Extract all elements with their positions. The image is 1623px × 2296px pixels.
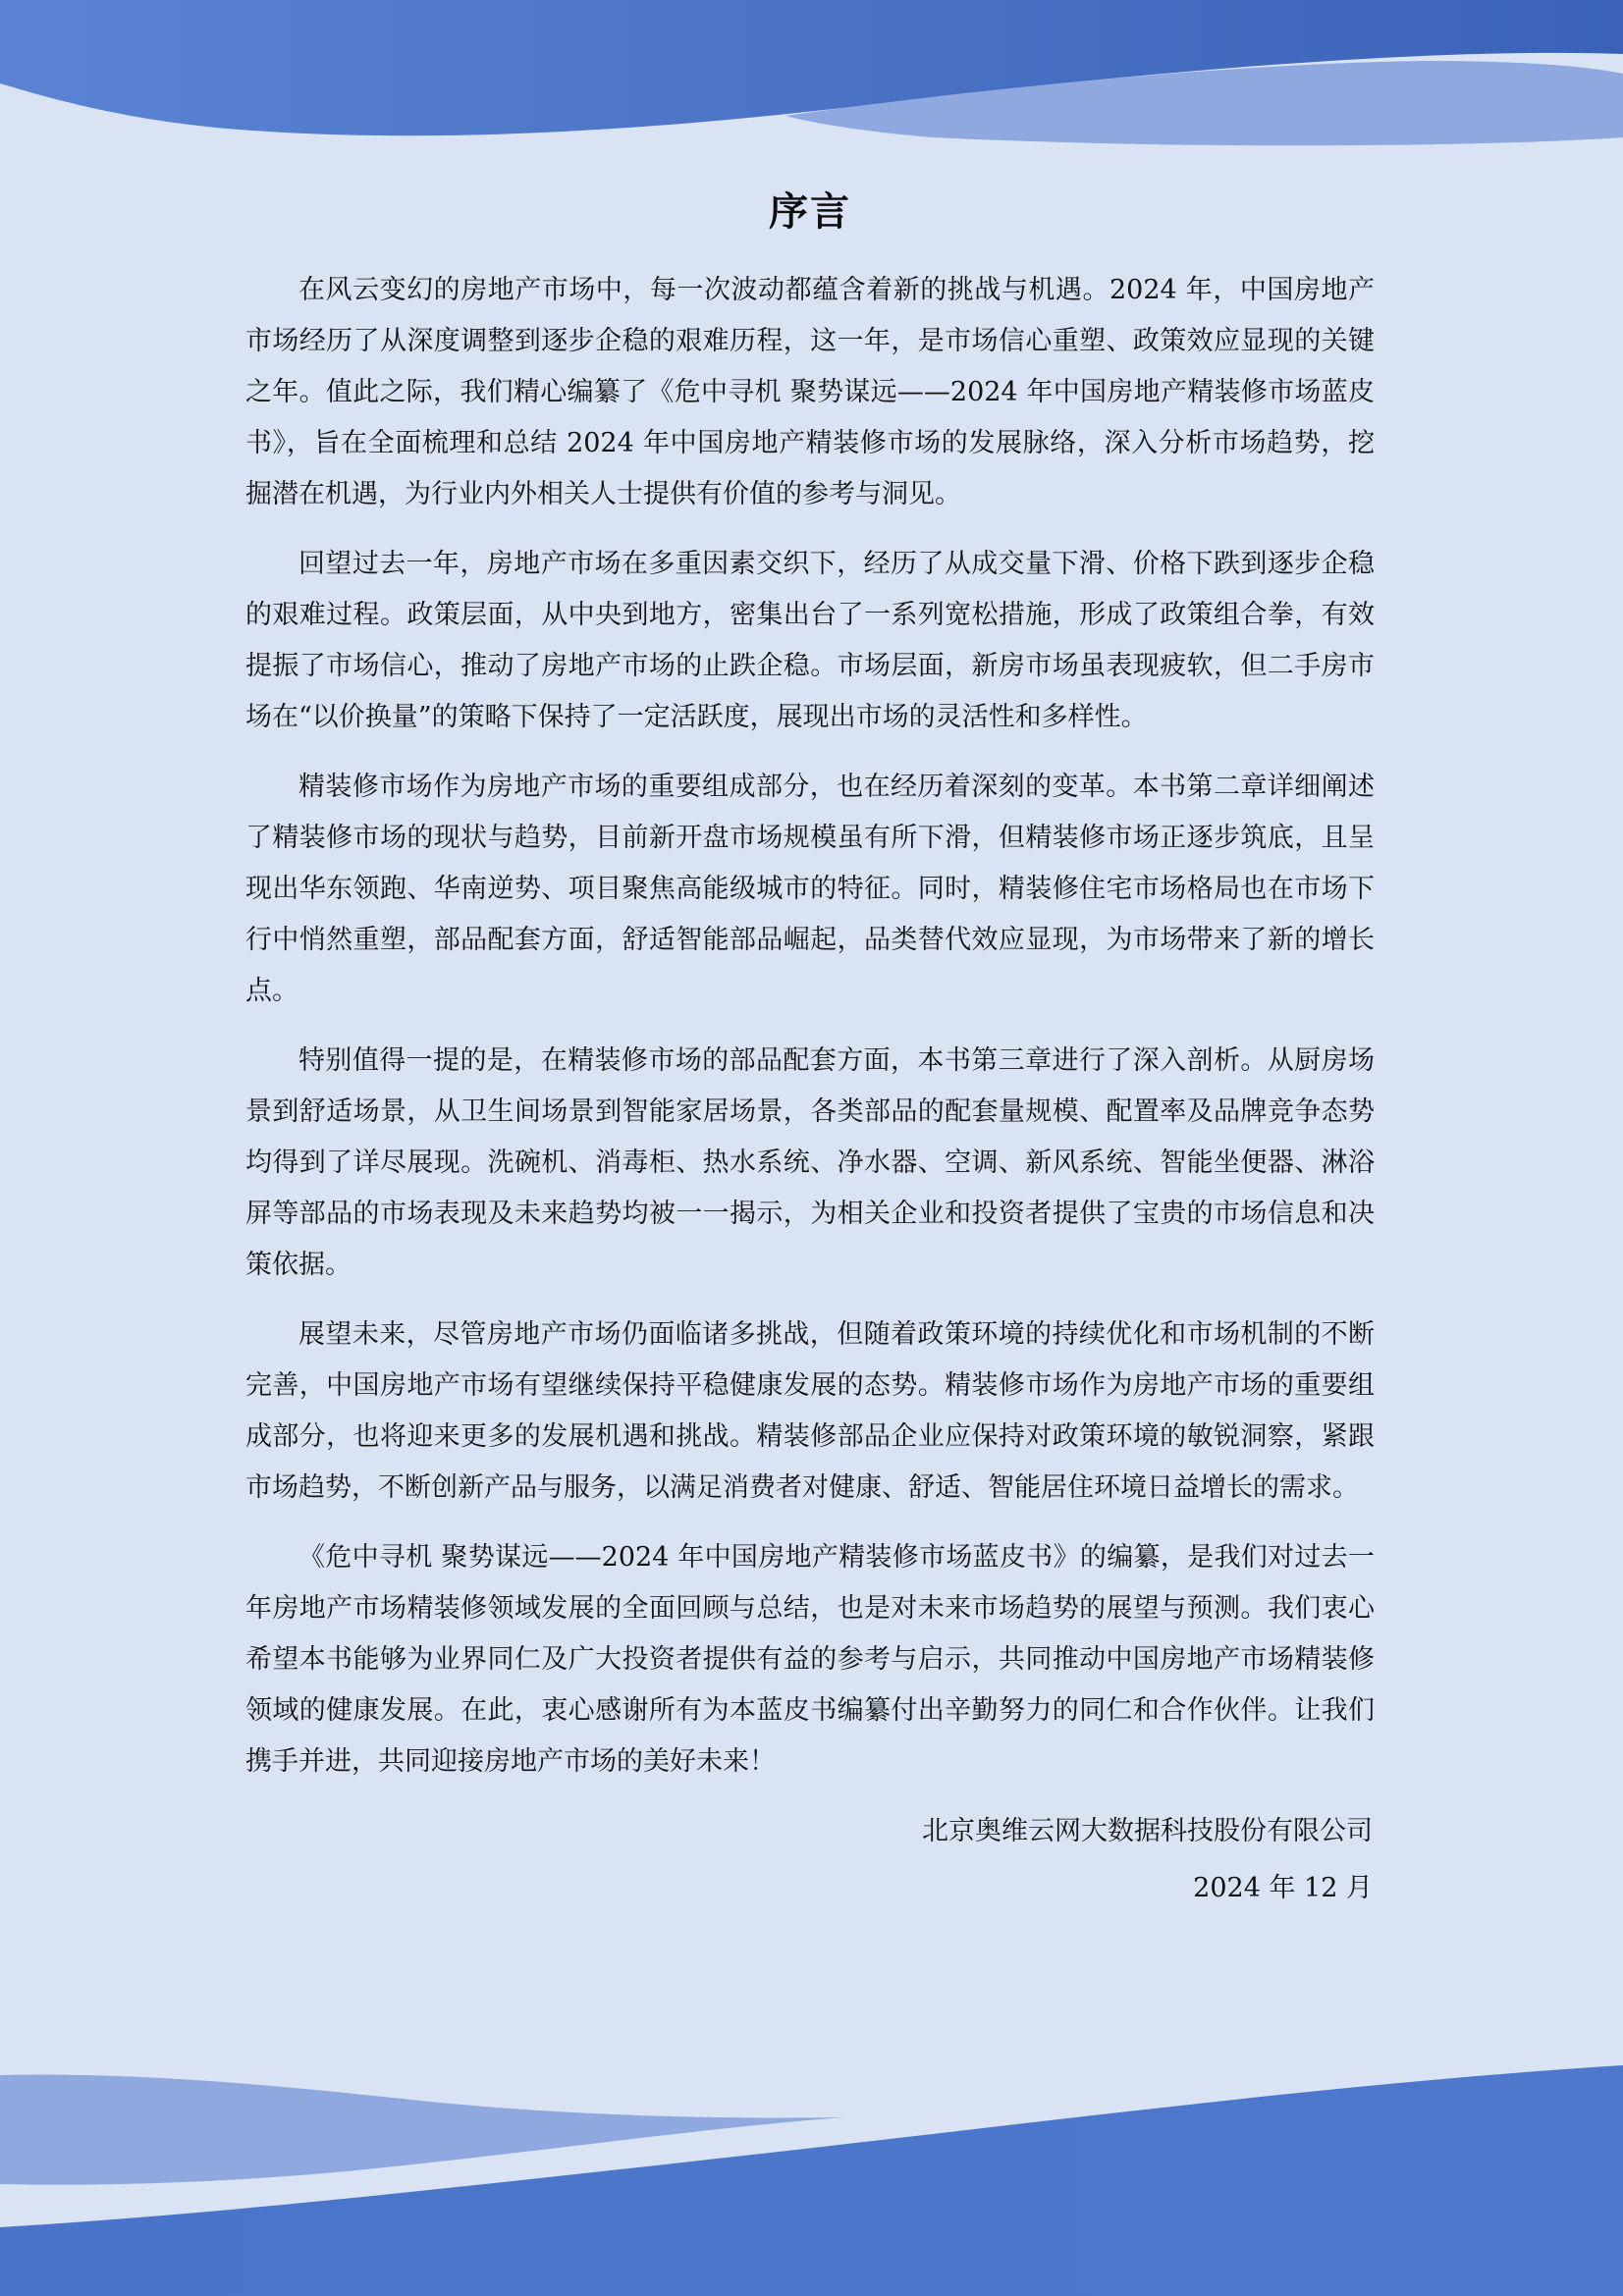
top-wave-decoration	[0, 0, 1623, 196]
paragraph: 回望过去一年，房地产市场在多重因素交织下，经历了从成交量下滑、价格下跌到逐步企稳的艰难过程。政策层面，从中央到地方，密集出台了一系列宽松措施，形成了政策组合拳，有效提振了市场信心，推动了房地产市场的止跌企稳。市场层面，新房市场虽表现疲软，但二手房市场在“以价换量”的策略下保持了一定活跃度，展现出市场的灵活性和多样性。	[245, 549, 1375, 732]
paragraph: 特别值得一提的是，在精装修市场的部品配套方面，本书第三章进行了深入剖析。从厨房场景到舒适场景，从卫生间场景到智能家居场景，各类部品的配套量规模、配置率及品牌竞争态势均得到了详尽展现。洗碗机、消毒柜、热水系统、净水器、空调、新风系统、智能坐便器、淋浴屏等部品的市场表现及未来趋势均被一一揭示，为相关企业和投资者提供了宝贵的市场信息和决策依据。	[245, 1045, 1375, 1280]
paragraph: 在风云变幻的房地产市场中，每一次波动都蕴含着新的挑战与机遇。2024 年，中国房地产市场经历了从深度调整到逐步企稳的艰难历程，这一年，是市场信心重塑、政策效应显现的关键之年。值此之际，我们精心编纂了《危中寻机 聚势谋远——2024 年中国房地产精装修市场蓝皮书》，旨在全面梳理和总结 2024 年中国房地产精装修市场的发展脉络，深入分析市场趋势，挖掘潜在机遇，为行业内外相关人士提供有价值的参考与洞见。	[245, 275, 1375, 509]
paragraph: 《危中寻机 聚势谋远——2024 年中国房地产精装修市场蓝皮书》的编纂，是我们对过去一年房地产市场精装修领域发展的全面回顾与总结，也是对未来市场趋势的展望与预测。我们衷心希望本书能够为业界同仁及广大投资者提供有益的参考与启示，共同推动中国房地产市场精装修领域的健康发展。在此，衷心感谢所有为本蓝皮书编纂付出辛勤努力的同仁和合作伙伴。让我们携手并进，共同迎接房地产市场的美好未来！	[245, 1542, 1375, 1777]
paragraph: 精装修市场作为房地产市场的重要组成部分，也在经历着深刻的变革。本书第二章详细阐述了精装修市场的现状与趋势，目前新开盘市场规模虽有所下滑，但精装修市场正逐步筑底，且呈现出华东领跑、华南逆势、项目聚焦高能级城市的特征。同时，精装修住宅市场格局也在市场下行中悄然重塑，部品配套方面，舒适智能部品崛起，品类替代效应显现，为市场带来了新的增长点。	[245, 772, 1375, 1006]
document-body	[245, 185, 1375, 1914]
bottom-wave-decoration	[0, 2060, 1623, 2296]
signature-company: 北京奥维云网大数据科技股份有限公司	[922, 1816, 1373, 1846]
signature-date: 2024 年 12 月	[1193, 1873, 1373, 1903]
page-title: 序言	[769, 189, 851, 235]
paragraph: 展望未来，尽管房地产市场仍面临诸多挑战，但随着政策环境的持续优化和市场机制的不断完善，中国房地产市场有望继续保持平稳健康发展的态势。精装修市场作为房地产市场的重要组成部分，也将迎来更多的发展机遇和挑战。精装修部品企业应保持对政策环境的敏锐洞察，紧跟市场趋势，不断创新产品与服务，以满足消费者对健康、舒适、智能居住环境日益增长的需求。	[245, 1319, 1375, 1503]
